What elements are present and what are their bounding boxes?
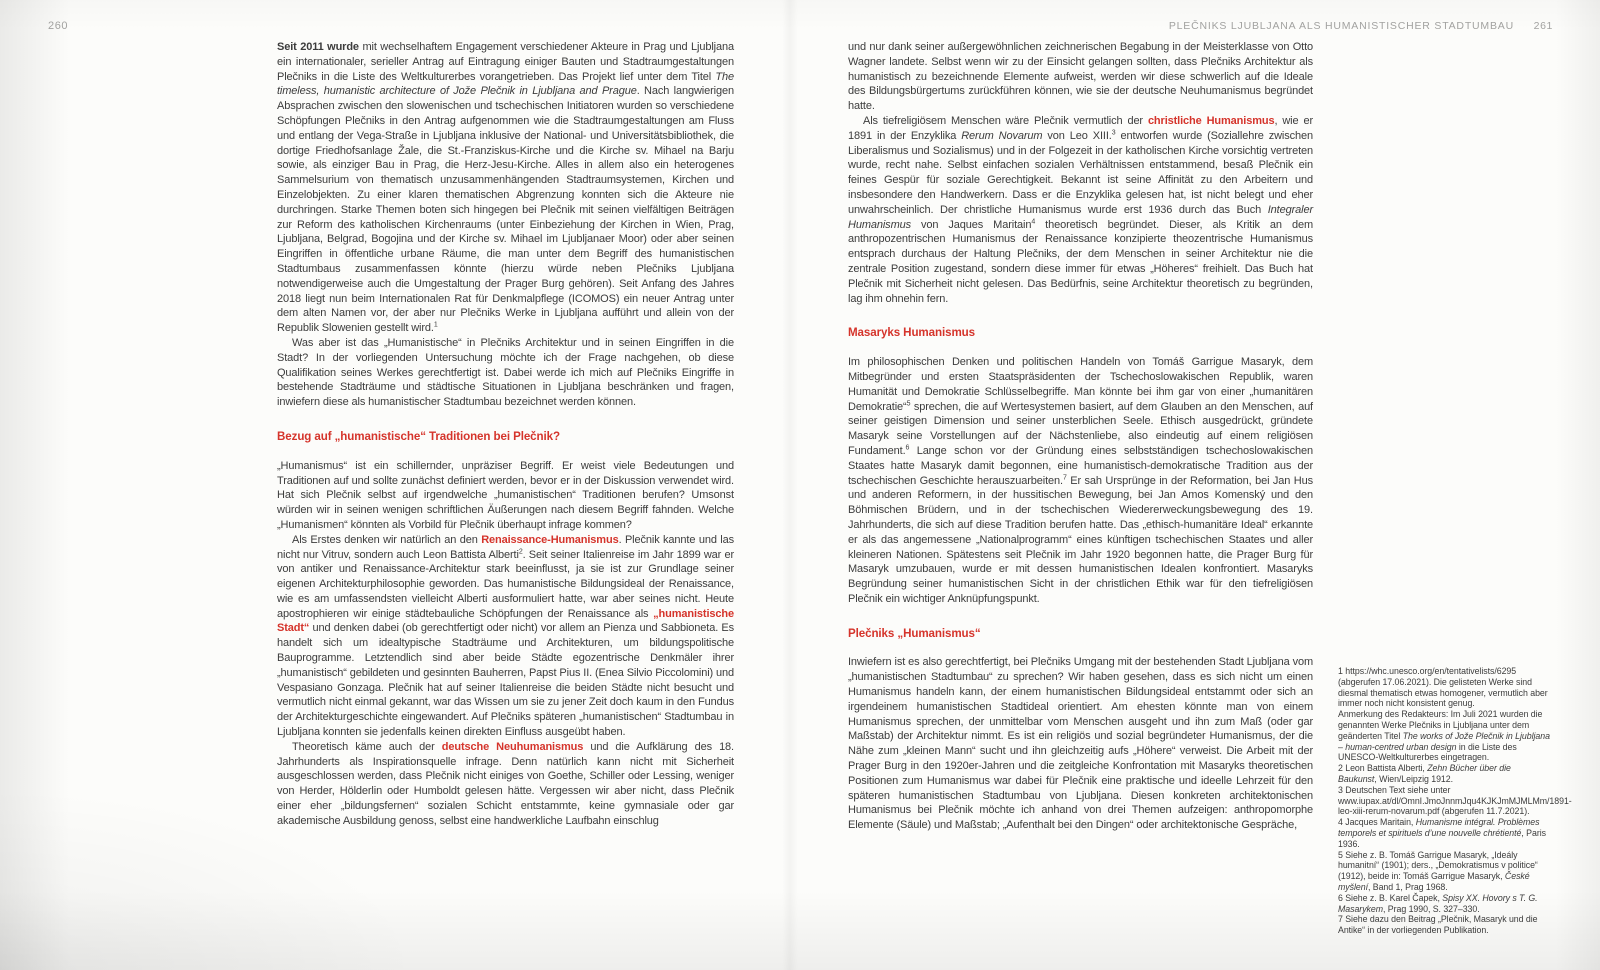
paragraph xyxy=(277,740,734,829)
body-text: und nur dank seiner außergewöhnlichen zeichnerischen Begabung in der Meisterklasse von Otto Wagner landete. Selbst wenn wir zu der Einsicht gelangen sollten, dass Plečniks Architektur als humanistisch zu bezeichnende Elemente aufweist, werden wir diese schwerlich auf die Ideale des Bildungsbürgertums zurückführen können, wie sie der deutsche Neuhumanismus begründet hatte. xyxy=(848,41,1313,113)
body-text: und denken dabei (ob gerechtfertigt oder nicht) vor allem an Pienza und Sabbioneta. Es handelt sich um idealtypische Stadträume und Architekturen, um bildungspolitische Bauprogramme. Letztendlich sind aber beide Städte egozentrische Denkmäler ihrer „humanistisch“ gebildeten und gesinnten Bauherren, Papst Pius II. (Enea Silvio Piccolomini) und Vespasiano Gonzaga. Plečnik hat auf seiner Italienreise die beiden Städte nicht besucht und vermutlich nicht einmal gekannt, war das Wissen um sie zu jener Zeit doch kaum in den Fundus der Architekturgeschichte eingewandert. Auf Plečniks späteren „humanistischen“ Stadtumbau in Ljubljana konnten sie jedenfalls keinen direkten Einfluss ausgeübt haben. xyxy=(277,622,734,739)
gutter-shadow xyxy=(782,0,798,970)
body-text: . Seit seiner Italienreise im Jahr 1899 war er von antiker und Renaissance-Architektur stark beeinflusst, ja sie ist zur Grundlage seiner eigenen Architekturphilosophie geworden. Das humanistische Bildungsideal der Renaissance, wie es am umfassendsten vielleicht Alberti ausformuliert hatte, war aber seines nicht. Heute apostrophieren wir einige städtebauliche Schöpfungen der Renaissance als xyxy=(277,548,734,620)
footnote-text: , Band 1, Prag 1968. xyxy=(1367,881,1448,892)
footnote xyxy=(1338,893,1550,915)
section-heading: Masaryks Humanismus xyxy=(848,326,975,340)
sup-text: 4 xyxy=(1031,217,1036,225)
running-head xyxy=(1169,20,1553,32)
footnote-text: 7 Siehe dazu den Beitrag „Plečnik, Masaryk und die Antike“ in der vorliegenden Publikation. xyxy=(1338,914,1538,936)
red-text: „humanistische Stadt“ xyxy=(277,607,734,635)
red-text: Renaissance-Humanismus xyxy=(481,533,619,546)
footnote-text: 4 Jacques Maritain, xyxy=(1338,817,1416,828)
right-text-column xyxy=(848,40,1313,833)
italic-text: The works of Jože Plečnik in Ljubljana – human-centred urban design xyxy=(1338,730,1550,752)
italic-text: Humanisme intégral. Problèmes temporels et spirituels d’une nouvelle chrétienté xyxy=(1338,817,1540,838)
paragraph xyxy=(277,336,734,410)
footnote-text: 2 Leon Battista Alberti, xyxy=(1338,763,1428,774)
body-text: sprechen, die auf Wertesystemen basiert, auf dem Glauben an den Menschen, auf seiner geistigen Dimension und seiner unsterblichen Seele. Ethisch ausgedrückt, gründete Masaryk seine Vorstellungen auf der Nächstenliebe, also eindeutig auf einem religiösen Fundament. xyxy=(848,400,1313,457)
paragraph xyxy=(848,114,1313,306)
page-number-right: 261 xyxy=(1533,20,1553,32)
body-text: Lange schon vor der Gründung eines selbstständigen tschechoslowakischen Staates hatte Masaryk damit begonnen, eine humanistisch-demokratische Tradition aus der tschechischen Geschichte herauszuarbeiten. xyxy=(848,444,1313,487)
paragraph xyxy=(848,40,1313,114)
footnote-text: Anmerkung des Redakteurs: Im Juli 2021 wurden die genannten Werke Plečniks in Ljubljana unter dem geänderten Titel xyxy=(1338,709,1543,741)
page-right xyxy=(790,0,1600,970)
sup-text: 1 xyxy=(433,321,438,329)
footnote-text: 1 https://whc.unesco.org/en/tentativelists/6295 (abgerufen 17.06.2021). Die gelisteten Werke sind diesmal thematisch etwas homogener, vermutlich aber immer noch nicht konsistent genug. xyxy=(1338,666,1548,709)
sup-text: 5 xyxy=(906,399,911,407)
italic-text: The timeless, humanistic architecture of Jože Plečnik in Ljubljana and Prague xyxy=(277,70,734,98)
footnote-text: , Paris 1936. xyxy=(1338,827,1546,849)
body-text: „Humanismus“ ist ein schillernder, unpräziser Begriff. Er weist viele Bedeutungen und Traditionen auf und sollte zunächst definiert werden, bevor er in der Diskussion verwendet wird. Hat sich Plečnik selbst auf irgendwelche „humanistischen“ Traditionen berufen? Umsonst würden wir in seinen wenigen schriftlichen Äußerungen nach diesem Begriff fahnden. Welche „Humanismen“ könnten als Vorbild für Plečnik überhaupt infrage kommen? xyxy=(277,459,734,531)
body-text: Im philosophischen Denken und politischen Handeln von Tomáš Garrigue Masaryk, dem Mitbegründer und ersten Staatspräsidenten der Tschechoslowakischen Republik, waren Humanität und Demokratie Schlüsselbegriffe. Man könnte bei ihm gar von einer „humanitären Demokratie“ xyxy=(848,356,1313,413)
footnote xyxy=(1338,709,1550,763)
footnote-text: 5 Siehe z. B. Tomáš Garrigue Masaryk, „Ideály humanitní“ (1901); ders., „Demokratismus v politice“ (1912), beide in: Tomáš Garrigue Masaryk, xyxy=(1338,849,1538,882)
body-text: . Plečnik kannte und las nicht nur Vitruv, sondern auch Leon Battista Alberti xyxy=(277,533,734,561)
section-heading: Bezug auf „humanistische“ Traditionen bei Plečnik? xyxy=(277,429,560,443)
paragraph xyxy=(848,655,1313,833)
body-text: , wie er 1891 in der Enzyklika xyxy=(848,114,1313,142)
body-text: Theoretisch käme auch der xyxy=(292,740,442,753)
footnote-text: , Wien/Leipzig 1912. xyxy=(1374,773,1453,784)
sup-text: 2 xyxy=(518,547,523,555)
footnote xyxy=(1338,784,1572,817)
page-number-left: 260 xyxy=(48,20,69,32)
italic-text: České myšlení xyxy=(1338,871,1530,892)
footnote-text: 6 Siehe z. B. Karel Čapek, xyxy=(1338,892,1443,903)
footnote xyxy=(1338,850,1550,893)
footnote xyxy=(1338,763,1550,785)
page-left xyxy=(0,0,790,970)
footnote-text: in die Liste des UNESCO-Weltkulturerbes eingetragen. xyxy=(1338,741,1517,763)
sup-text: 3 xyxy=(1111,129,1116,137)
footnote-text: , Prag 1990, S. 327–330. xyxy=(1383,903,1480,914)
footnote xyxy=(1338,817,1550,849)
paragraph xyxy=(277,459,734,533)
running-head-title: PLEČNIKS LJUBLJANA ALS HUMANISTISCHER STADTUMBAU xyxy=(1168,20,1514,32)
bold-text: Seit 2011 wurde xyxy=(277,41,359,53)
italic-text: Integraler Humanismus xyxy=(848,203,1313,231)
footnotes-column xyxy=(1338,666,1572,936)
body-text: . Nach langwierigen Absprachen zwischen den slowenischen und tschechischen Initiatoren wurden so verschiedene Schöpfungen Plečniks in den Antrag aufgenommen wie die Stadtraumgestaltungen am Fluss und entlang der Vega-Straße in Ljubljana inklusive der National- und Universitätsbibliothek, die dortige Friedhofsanlage Žale, die St.-Franziskus-Kirche und die Kirche sv. Mihael na Barju sowie, als einziger Bau in Prag, die Herz-Jesu-Kirche. Alles in allem also ein heterogenes Sammelsurium von thematisch unzusammenhängenden Stadtraumsystemen, Kirchen und Einzelobjekten. Zu einer klaren thematischen Abgrenzung konnten sich die Akteure nie durchringen. Starke Themen boten sich hingegen bei Plečnik mit seinen vielfältigen Beiträgen zur Reform des katholischen Kirchenraums (unter Einbeziehung der Kirchen in Wien, Prag, Ljubljana, Belgrad, Bogojina und der Kirche sv. Mihael im Ljubljanaer Moor) oder aber seinen Eingriffen in öffentliche urbane Räume, die man unter dem Begriff des humanistischen Stadtumbaus zusammenfassen könnte (hierzu würde neben Plečniks Ljubljana notwendigerweise auch die Umgestaltung der Prager Burg gehören). Seit Anfang des Jahres 2018 liegt nun beim Internationalen Rat für Denkmalpflege (ICOMOS) ein neuer Antrag unter dem alten Namen vor, der aber nur Plečniks Werke in Ljubljana aufführt und allein von der Republik Slowenien gestellt wird. xyxy=(277,85,734,335)
body-text: und die Aufklärung des 18. Jahrhunderts als Inspirationsquelle infrage. Denn natürlich kann nicht mit Sicherheit ausgeschlossen werden, dass Plečnik nicht einiges von Goethe, Schiller oder Lessing, weniger von Herder, Hölderlin oder Humboldt gelesen hätte. Vergessen wir aber nicht, dass Plečnik einer eher „bildungsfernen“ sozialen Schicht entstammte, keine gymnasiale oder gar akademische Ausbildung genoss, selbst eine handwerkliche Laufbahn einschlug xyxy=(277,740,734,827)
body-text: Als Erstes denken wir natürlich an den xyxy=(292,533,482,546)
body-text: Was aber ist das „Humanistische“ in Plečniks Architektur und in seinen Eingriffen in die Stadt? In der vorliegenden Untersuchung möchte ich der Frage nachgehen, ob diese Qualifikation seines Werkes gerechtfertigt ist. Dabei werde ich mich auf Plečniks Eingriffe in bestehende Stadträume und städtische Situationen in Ljubljana beschränken und fragen, inwiefern diese als humanistischer Stadtumbau bezeichnet werden können. xyxy=(277,336,734,409)
body-text: theoretisch begründet. Dieser, als Kritik an dem anthropozentrischen Humanismus der Renaissance konzipierte theozentrische Humanismus entsprach durchaus der Haltung Plečniks, der dem Menschen in seiner Architektur nie die zentrale Position zugestand, sondern diese immer für etwas „Höheres“ freihielt. Das Buch hat Plečnik mit Sicherheit nicht gelesen. Das Bedürfnis, seine Architektur theoretisch zu begründen, lag ihm ohnehin fern. xyxy=(848,218,1313,305)
body-text: mit wechselhaftem Engagement verschiedener Akteure in Prag und Ljubljana ein internationaler, serieller Antrag auf Eintragung einiger Bauten und Stadtraumgestaltungen Plečniks in die Liste des Weltkulturerbes vorangetrieben. Das Projekt lief unter dem Titel xyxy=(277,41,734,83)
body-text: entworfen wurde (Soziallehre zwischen Liberalismus und Sozialismus) und in der Folgezeit in der katholischen Kirche vorsichtig vertreten wurde, recht nahe. Selbst einfachen sozialen Verhältnissen entstammend, besaß Plečnik ein feines Gespür für soziale Gerechtigkeit. Bekannt ist seine Affinität zu den Arbeitern und insbesondere den Handwerkern. Dass er die Enzyklika gelesen hat, ist nicht belegt und eher unwahrscheinlich. Der christliche Humanismus wurde erst 1936 durch das Buch xyxy=(848,129,1314,216)
italic-text: Rerum Novarum xyxy=(961,129,1043,142)
sup-text: 7 xyxy=(1063,473,1067,481)
section-heading: Plečniks „Humanismus“ xyxy=(848,626,981,640)
body-text: von Leo XIII. xyxy=(1042,129,1112,142)
italic-text: Zehn Bücher über die Baukunst xyxy=(1338,763,1511,784)
footnote-text: 3 Deutschen Text siehe unter www.iupax.at/dl/OmnI.JmoJnnmJqu4KJKJmMJMLMm/1891-leo-xiii-rerum-novarum.pdf (abgerufen 11.7.2021). xyxy=(1338,784,1572,817)
body-text: Er sah Ursprünge in der Reformation, bei Jan Hus und anderen Reformern, in der hussitischen Bewegung, bei Jan Amos Komenský und den Böhmischen Brüdern, und in der tschechischen Wiedererweckungsbewegung des 19. Jahrhunderts, die sich auf diese Tradition berufen hatte. Das „ethisch-humanitäre Ideal“ erkannte er als das angemessene „Nationalprogramm“ eines künftigen tschechischen Staates und aller kleineren Nationen. Spätestens seit Plečnik im Jahr 1920 begonnen hatte, die Prager Burg für Masaryk umzubauen, wurde er mit dessen humanistischen Idealen konfrontiert. Masaryks Begründung seiner humanistischen Sicht in der christlichen Ethik war für den tiefreligiösen Plečnik ein wichtiger Anknüpfungspunkt. xyxy=(848,474,1313,605)
body-text: von Jaques Maritain xyxy=(911,218,1032,231)
italic-text: Spisy XX. Hovory s T. G. Masarykem xyxy=(1338,892,1538,914)
sup-text: 6 xyxy=(905,444,910,452)
body-text: Inwiefern ist es also gerechtfertigt, bei Plečniks Umgang mit der bestehenden Stadt Ljubljana vom „humanistischen Stadtumbau“ zu sprechen? Wir haben gesehen, dass es sich nicht um einen Humanismus handeln kann, der einem humanistischen Bildungsideal entstammt oder sich an irgendeinem humanistischen Stadtideal orientiert. Am ehesten könnte man von einem Humanismus sprechen, der unmittelbar vom Menschen ausgeht und ihn zum Maß (oder gar Maßstab) der Architektur nimmt. Es ist ein religiös und sozial begründeter Humanismus, der die Nähe zum „kleinen Mann“ sucht und ihn gleichzeitig aufs „Höhere“ verweist. Die Arbeit mit der Prager Burg in den 1920er-Jahren und die zeitgleiche Konfrontation mit Masaryks theoretischen Positionen zum Humanismus war dabei für Plečnik eine praktische und ideelle Lehrzeit für den späteren humanistischen Stadtumbau von Ljubljana. Diesen konkreten architektonischen Humanismus bei Plečnik möchte ich anhand von drei Themen aufzeigen: anthropomorphe Elemente (Säule) und Maßstab; „Aufenthalt bei den Dingen“ oder architektonische Gespräche, xyxy=(848,656,1313,832)
left-text-column xyxy=(277,40,734,829)
body-text: Als tiefreligiösem Menschen wäre Plečnik vermutlich der xyxy=(863,114,1148,127)
red-text: deutsche Neuhumanismus xyxy=(441,740,584,753)
paragraph xyxy=(277,40,734,336)
footnote xyxy=(1338,666,1550,709)
paragraph xyxy=(277,533,734,740)
red-text: christliche Humanismus xyxy=(1147,114,1275,127)
paragraph xyxy=(848,355,1313,607)
footnote xyxy=(1338,914,1550,936)
